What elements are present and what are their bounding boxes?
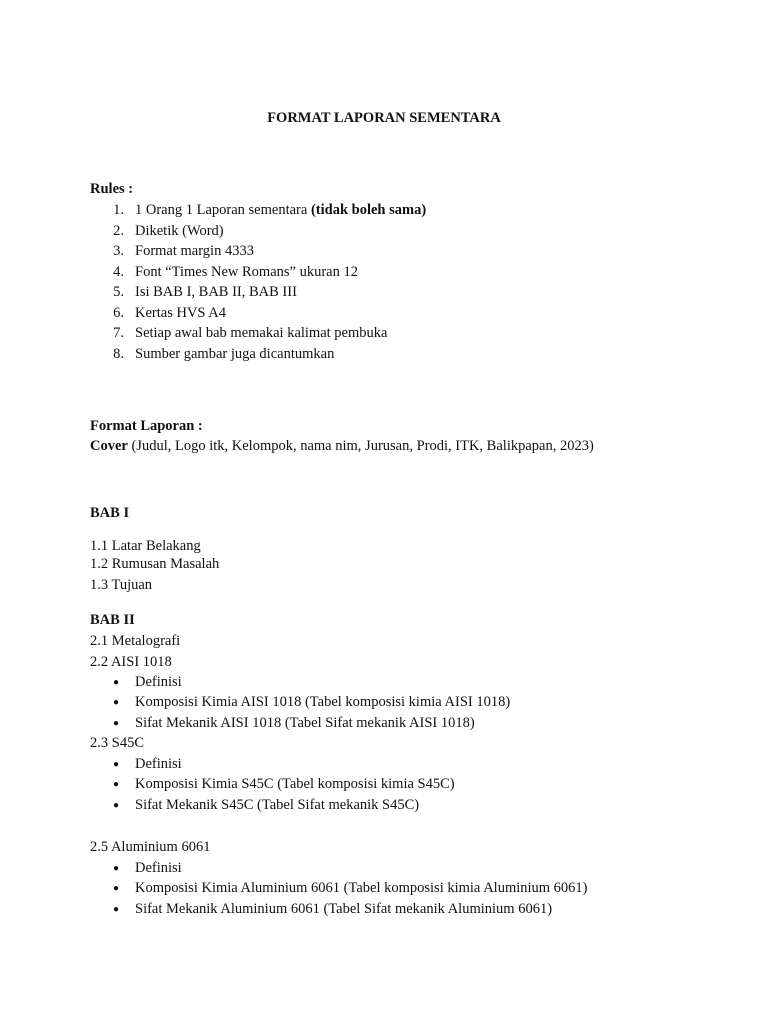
rule-text: Font “Times New Romans” ukuran 12 <box>135 264 358 280</box>
bullet-item: Definisi <box>135 860 182 876</box>
bullet-icon: ● <box>113 779 120 790</box>
rule-text: Setiap awal bab memakai kalimat pembuka <box>135 325 388 341</box>
bab2-heading: BAB II <box>90 612 135 628</box>
rule-number: 1. <box>113 202 124 218</box>
section-2-3: 2.3 S45C <box>90 735 144 751</box>
rules-heading: Rules : <box>90 181 134 197</box>
bullet-item: Sifat Mekanik Aluminium 6061 (Tabel Sifat mekanik Aluminium 6061) <box>135 901 553 917</box>
rule-text-plain: 1 Orang 1 Laporan sementara <box>135 202 311 218</box>
bullet-icon: ● <box>113 863 120 874</box>
bab1-item: 1.3 Tujuan <box>90 577 153 593</box>
rule-text: Kertas HVS A4 <box>135 305 227 321</box>
bullet-icon: ● <box>113 800 120 811</box>
bullet-icon: ● <box>113 718 120 729</box>
rule-number: 7. <box>113 325 124 341</box>
bullet-item: Komposisi Kimia AISI 1018 (Tabel komposisi kimia AISI 1018) <box>135 694 511 710</box>
bullet-item: Definisi <box>135 756 182 772</box>
bullet-item: Sifat Mekanik S45C (Tabel Sifat mekanik S45C) <box>135 797 420 813</box>
section-2-2: 2.2 AISI 1018 <box>90 654 172 670</box>
bullet-item: Komposisi Kimia S45C (Tabel komposisi kimia S45C) <box>135 776 455 792</box>
cover-text: (Judul, Logo itk, Kelompok, nama nim, Jurusan, Prodi, ITK, Balikpapan, 2023) <box>127 438 594 454</box>
rule-number: 5. <box>113 284 124 300</box>
bullet-icon: ● <box>113 883 120 894</box>
bullet-icon: ● <box>113 904 120 915</box>
bullet-item: Komposisi Kimia Aluminium 6061 (Tabel komposisi kimia Aluminium 6061) <box>135 880 588 896</box>
bab1-item: 1.1 Latar Belakang <box>90 538 201 554</box>
rule-text: Diketik (Word) <box>135 223 224 239</box>
bullet-item: Definisi <box>135 674 182 690</box>
bullet-icon: ● <box>113 697 120 708</box>
section-2-1: 2.1 Metalografi <box>90 633 181 649</box>
bullet-icon: ● <box>113 677 120 688</box>
rule-text: Format margin 4333 <box>135 243 254 259</box>
bullet-item: Sifat Mekanik AISI 1018 (Tabel Sifat mekanik AISI 1018) <box>135 715 475 731</box>
rule-text <box>135 203 426 218</box>
cover-line <box>90 439 594 454</box>
rule-number: 8. <box>113 346 124 362</box>
rule-text-bold: (tidak boleh sama) <box>310 202 427 218</box>
bullet-icon: ● <box>113 759 120 770</box>
document-title: FORMAT LAPORAN SEMENTARA <box>267 110 501 126</box>
bab1-heading: BAB I <box>90 505 130 521</box>
rule-number: 3. <box>113 243 124 259</box>
bab1-item: 1.2 Rumusan Masalah <box>90 556 220 572</box>
rule-number: 2. <box>113 223 124 239</box>
rule-text: Sumber gambar juga dicantumkan <box>135 346 335 362</box>
rule-number: 4. <box>113 264 124 280</box>
rule-text: Isi BAB I, BAB II, BAB III <box>135 284 297 300</box>
cover-label: Cover <box>90 438 128 454</box>
format-heading: Format Laporan : <box>90 418 203 434</box>
section-2-5: 2.5 Aluminium 6061 <box>90 839 211 855</box>
rule-number: 6. <box>113 305 124 321</box>
